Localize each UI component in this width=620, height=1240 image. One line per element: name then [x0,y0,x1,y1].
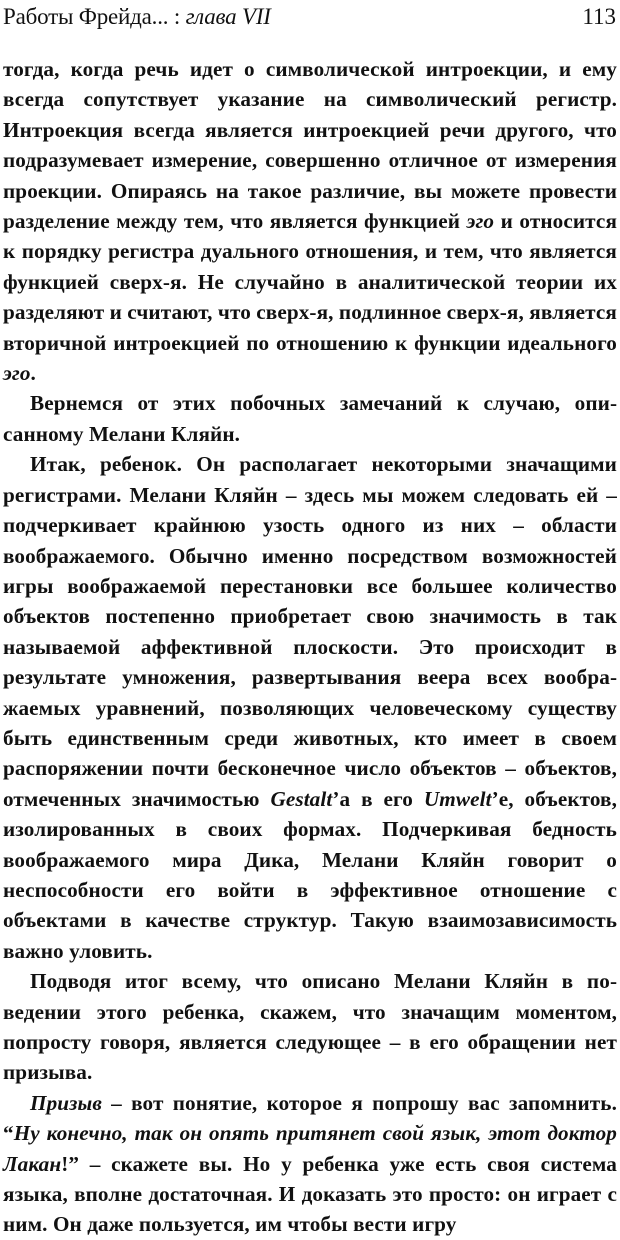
paragraph-text: Вернемся от этих побочных замечаний к случаю, описанному Мелани Кляйн. [3,391,617,446]
paragraph [3,966,617,1088]
paragraph-text: ’а в его [332,786,424,811]
running-head [0,0,620,40]
paragraph [3,1088,617,1240]
paragraph [3,388,617,449]
paragraph-text: тогда, когда речь идет о символической интроекции, и ему всегда сопутствует указание на символический регистр. Интроекция всегда является интроекцией речи другого, что подразумевает измерение, совершенно отличное от измерения проекции. Опираясь на такое различие, вы можете провести разделение между тем, что является функцией [3,57,617,234]
text-body [3,54,617,1240]
paragraph-text: Итак, ребенок. Он располагает некоторыми значащими регистрами. Мелани Кляйн – здесь мы можем следовать ей – подчеркивает крайнюю узость одного из них – области воображаемого. Обычно именно посредством возможностей игры воображаемой перестановки все большее количество объектов постепенно приобретает свою значимость в так называемой аффективной плоскости. Это происходит в результате умножения, развертывания веера всех воображаемых уравнений, позволяющих человеческому существу быть единственным среди животных, кто имеет в своем распоряжении почти бесконечное число объектов – объектов, отмеченных значимостью [3,452,617,811]
running-head-separator: : [168,4,186,29]
page-number: 113 [582,4,616,29]
paragraph-text: !” – скажете вы. Но у ребенка уже есть своя система языка, вполне достаточная. И доказать это просто: он играет с ним. Он даже пользуется, им чтобы вести игру [3,1151,617,1237]
paragraph-text: ’е, объектов, изолированных в своих формах. Подчеркивая бедность воображаемого мира Дика, Мелани Кляйн говорит о неспособности его войти в эффективное отношение с объектами в качестве структур. Такую взаимозависимость важно уловить. [3,786,617,963]
italic-text: Gestalt [270,786,333,811]
paragraph-text: и относится к порядку регистра дуального отношения, и тем, что является функцией сверх-я. Не случайно в аналитической теории их разделяют и считают, что сверх-я, подлинное сверх-я, является вторичной интроекцией по отношению к функции идеального [3,209,618,355]
italic-text: эго [466,209,495,234]
running-head-left [3,2,271,32]
chapter-label: глава VII [185,4,271,29]
italic-text: Umwelt [423,786,492,811]
italic-text: Призыв [30,1090,102,1115]
paragraph-text: Подводя итог всему, что описано Мелани Кляйн в поведении этого ребенка, скажем, что значащим моментом, попросту говоря, является следующее – в его обращении нет призыва. [3,969,617,1085]
paragraph [3,449,617,966]
italic-text: эго [3,361,31,386]
book-title: Работы Фрейда... [3,4,169,29]
paragraph [3,54,617,388]
paragraph-text: . [30,361,36,386]
paragraph-text: – вот понятие, которое я попрошу вас запомнить. “ [3,1090,617,1146]
italic-text: Ну конечно, так он опять притянет свой язык, этот доктор Лакан [3,1121,617,1176]
